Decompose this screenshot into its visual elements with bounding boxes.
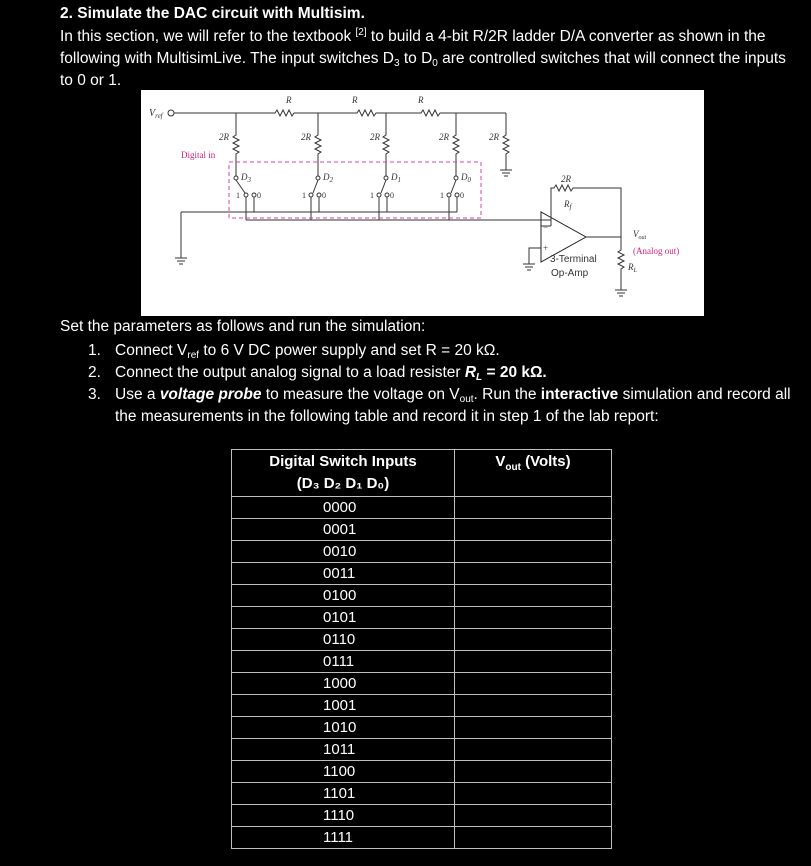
table-row — [232, 541, 612, 563]
switch-input-value: 1110 — [323, 807, 355, 824]
measurement-table — [231, 449, 612, 849]
vout-cell[interactable] — [455, 585, 612, 607]
switch-input-cell — [232, 563, 455, 585]
switch-input-cell — [232, 805, 455, 827]
step-list — [88, 340, 808, 428]
intro-text-1: In this section, we will refer to the textbook — [60, 28, 356, 45]
opamp-label-line1: 3-Terminal — [550, 254, 597, 265]
switch-input-value: 1011 — [323, 741, 356, 758]
step-3-sub: out — [459, 394, 474, 405]
switch-input-cell — [232, 761, 455, 783]
switch-input-cell — [232, 783, 455, 805]
switch-input-value: 1101 — [323, 785, 356, 802]
sw-d1-zero: 0 — [390, 191, 394, 200]
feedback-resistor — [551, 185, 621, 238]
table-row — [232, 651, 612, 673]
2r-label-3: 2R — [370, 132, 380, 142]
dac-circuit-diagram — [141, 90, 704, 316]
step-1-text-b: to 6 V DC power supply and set R = 20 kΩ. — [199, 342, 500, 359]
switch-input-value: 1111 — [323, 829, 354, 846]
step-2-text-b: = 20 kΩ. — [482, 364, 547, 381]
vout-cell[interactable] — [455, 739, 612, 761]
table-row — [232, 497, 612, 519]
params-intro: Set the parameters as follows and run the simulation: — [60, 318, 426, 335]
vout-cell[interactable] — [455, 695, 612, 717]
bit-label-d2: $D_2$ — [323, 172, 333, 184]
step-3-text-a: Use a — [115, 386, 160, 403]
resistor-2r-d2 — [315, 113, 321, 170]
intro-text-3: to D — [399, 50, 433, 67]
table-row — [232, 717, 612, 739]
header-col2-main: V — [495, 453, 506, 470]
digital-input-box — [229, 162, 481, 218]
vout-label: $V_{out}$ — [633, 229, 647, 241]
switch-input-value: 0010 — [323, 543, 357, 560]
switch-input-value: 0000 — [323, 499, 357, 516]
table-row — [232, 673, 612, 695]
opamp-plus: + — [543, 243, 549, 253]
resistor-2r-termination — [503, 113, 509, 170]
opamp-label-line2: Op-Amp — [551, 268, 589, 279]
switch-input-cell — [232, 827, 455, 849]
sw-d1-one: 1 — [370, 191, 374, 200]
vout-cell[interactable] — [455, 519, 612, 541]
2r-label-1: 2R — [219, 132, 229, 142]
step-1-text-a: Connect V — [115, 342, 188, 359]
opamp-minus: − — [543, 222, 549, 232]
table-row — [232, 585, 612, 607]
switch-input-value: 1100 — [323, 763, 356, 780]
switch-input-value: 0100 — [323, 587, 357, 604]
step-number-2: 2. — [88, 364, 101, 381]
table-row — [232, 827, 612, 849]
table-row — [232, 563, 612, 585]
header-col2-sub: out — [505, 462, 521, 473]
vout-cell[interactable] — [455, 607, 612, 629]
table-header-row — [232, 450, 612, 497]
vref-terminal — [168, 110, 174, 116]
step-item-3 — [88, 384, 808, 428]
vout-cell[interactable] — [455, 717, 612, 739]
vout-cell[interactable] — [455, 805, 612, 827]
step-2-rl-sub: L — [476, 372, 483, 383]
table-row — [232, 805, 612, 827]
table-row — [232, 519, 612, 541]
switch-input-value: 0001 — [323, 521, 357, 538]
sw-d0-one: 1 — [440, 191, 444, 200]
step-number-1: 1. — [88, 342, 101, 359]
step-3-probe: voltage probe — [159, 386, 262, 403]
step-3-interactive: interactive — [540, 386, 619, 403]
switch-input-value: 0111 — [323, 653, 355, 670]
vout-cell[interactable] — [455, 651, 612, 673]
switch-input-value: 0101 — [323, 609, 357, 626]
switch-input-cell — [232, 629, 455, 651]
step-3-text-c: . Run the — [473, 386, 541, 403]
sw-d3-one: 1 — [236, 191, 240, 200]
header-vout — [455, 450, 612, 497]
analog-out-label: (Analog out) — [633, 246, 680, 256]
bit-label-d3: $D_3$ — [241, 172, 251, 184]
step-3-text-b: to measure the voltage on V — [261, 386, 460, 403]
2r-label-4: 2R — [439, 132, 449, 142]
vout-cell[interactable] — [455, 497, 612, 519]
subscript-0: 0 — [432, 58, 438, 69]
switch-input-cell — [232, 541, 455, 563]
table-row — [232, 695, 612, 717]
2r-label-2: 2R — [301, 132, 311, 142]
2r-label-5: 2R — [489, 132, 499, 142]
header-col1-line2: (D₃ D₂ D₁ D₀) — [296, 475, 390, 492]
r-label-1: R — [286, 95, 292, 105]
section-heading: 2. Simulate the DAC circuit with Multisim. — [60, 5, 365, 22]
sw-d2-one: 1 — [302, 191, 306, 200]
switch-input-cell — [232, 717, 455, 739]
header-col1-line1: Digital Switch Inputs — [269, 453, 417, 470]
bit-label-d0: $D_0$ — [461, 172, 471, 184]
switch-input-value: 1001 — [323, 697, 357, 714]
switch-input-cell — [232, 673, 455, 695]
dac-circuit-figure — [141, 90, 704, 316]
r-ladder-top — [236, 110, 506, 116]
sw-d0-zero: 0 — [460, 191, 464, 200]
sw-d2-zero: 0 — [322, 191, 326, 200]
vout-cell[interactable] — [455, 563, 612, 585]
switch-input-value: 1000 — [323, 675, 357, 692]
intro-text-4: are controlled switches that will connect the inputs to 0 or 1. — [60, 50, 786, 89]
switch-input-value: 0011 — [323, 565, 356, 582]
digital-in-label: Digital in — [181, 150, 216, 160]
switch-input-cell — [232, 585, 455, 607]
bit-label-d1: $D_1$ — [391, 172, 401, 184]
r-label-2: R — [352, 95, 358, 105]
step-number-3: 3. — [88, 386, 101, 403]
rf-value-label: 2R — [561, 174, 571, 184]
header-switch-inputs — [232, 450, 455, 497]
vref-label: $V_{ref}$ — [149, 108, 163, 120]
switch-input-value: 1010 — [323, 719, 357, 736]
step-item-1 — [88, 340, 808, 362]
vout-cell[interactable] — [455, 783, 612, 805]
table-row — [232, 783, 612, 805]
resistor-2r-d1 — [383, 113, 389, 170]
vout-cell[interactable] — [455, 629, 612, 651]
vout-cell[interactable] — [455, 541, 612, 563]
vout-cell[interactable] — [455, 673, 612, 695]
switch-input-cell — [232, 651, 455, 673]
subscript-3: 3 — [393, 58, 400, 69]
vout-cell[interactable] — [455, 761, 612, 783]
step-1-sub: ref — [187, 350, 200, 361]
intro-text-2: to build a 4-bit R/2R ladder D/A converter as shown in the following with MultisimLive. The input switches D — [60, 28, 766, 67]
load-resistor — [618, 237, 624, 290]
vout-cell[interactable] — [455, 827, 612, 849]
resistor-2r-d0 — [453, 113, 459, 170]
citation-ref: [2] — [355, 27, 367, 38]
switch-input-cell — [232, 607, 455, 629]
step-2-text-a: Connect the output analog signal to a load resister — [115, 364, 465, 381]
table-row — [232, 629, 612, 651]
intro-paragraph — [60, 26, 800, 92]
sw-d3-zero: 0 — [257, 191, 261, 200]
table-row — [232, 761, 612, 783]
step-3-text-d: simulation and record all the measurements in the following table and record it in step 1 of the lab report: — [115, 386, 791, 425]
r-label-3: R — [418, 95, 424, 105]
switch-input-cell — [232, 695, 455, 717]
switch-input-cell — [232, 739, 455, 761]
switch-input-cell — [232, 519, 455, 541]
rl-label: $R_L$ — [628, 262, 637, 274]
header-col2-rest: (Volts) — [520, 453, 571, 470]
table-row — [232, 739, 612, 761]
step-2-rl: R — [464, 364, 477, 381]
switch-input-cell — [232, 497, 455, 519]
table-row — [232, 607, 612, 629]
resistor-2r-d3 — [233, 113, 239, 170]
step-item-2 — [88, 362, 808, 384]
switch-input-value: 0110 — [323, 631, 356, 648]
rf-name-label: $R_f$ — [564, 199, 572, 211]
